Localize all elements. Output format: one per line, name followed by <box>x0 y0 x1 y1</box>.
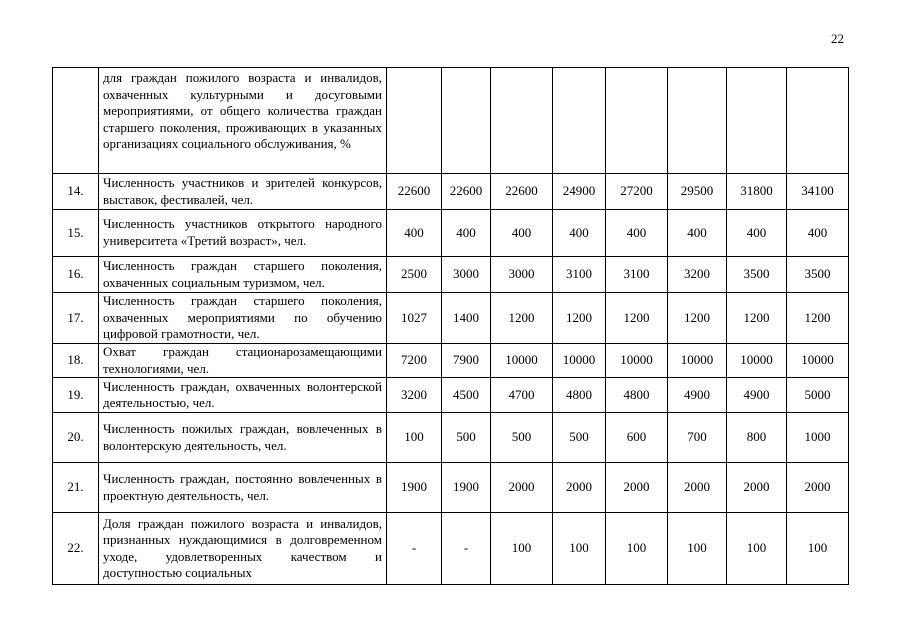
indicator-value <box>727 68 787 174</box>
indicator-value: 1900 <box>387 463 442 513</box>
indicator-value: 100 <box>387 413 442 463</box>
indicator-value: 3000 <box>442 257 491 293</box>
indicator-value: 34100 <box>787 174 849 210</box>
table-row <box>53 378 849 413</box>
indicator-value: 4900 <box>668 378 727 413</box>
indicator-value: 3100 <box>606 257 668 293</box>
indicator-value: 2000 <box>553 463 606 513</box>
indicator-value: 4900 <box>727 378 787 413</box>
indicator-value: 4800 <box>606 378 668 413</box>
indicator-value: 1900 <box>442 463 491 513</box>
indicator-value: 24900 <box>553 174 606 210</box>
indicator-value: 7200 <box>387 344 442 378</box>
table-row <box>53 513 849 585</box>
indicator-description: Численность граждан, постоянно вовлеченных в проектную деятельность, чел. <box>99 463 387 513</box>
indicator-value: 2000 <box>787 463 849 513</box>
indicator-value: 400 <box>491 210 553 257</box>
indicator-value <box>553 68 606 174</box>
indicator-value <box>787 68 849 174</box>
indicator-value: 1200 <box>668 293 727 344</box>
indicator-value: 10000 <box>787 344 849 378</box>
row-number: 14. <box>53 174 99 210</box>
indicator-value: 2000 <box>668 463 727 513</box>
indicator-value: 400 <box>606 210 668 257</box>
row-number: 16. <box>53 257 99 293</box>
indicator-description: Численность граждан, охваченных волонтерской деятельностью, чел. <box>99 378 387 413</box>
indicator-value: 10000 <box>553 344 606 378</box>
indicator-value: 800 <box>727 413 787 463</box>
row-number: 21. <box>53 463 99 513</box>
indicator-description: Численность участников открытого народного университета «Третий возраст», чел. <box>99 210 387 257</box>
indicator-value: 4700 <box>491 378 553 413</box>
indicator-value: 100 <box>553 513 606 585</box>
row-number: 18. <box>53 344 99 378</box>
indicator-value: 3200 <box>668 257 727 293</box>
indicator-description: Численность граждан старшего поколения, охваченных мероприятиями по обучению цифровой грамотности, чел. <box>99 293 387 344</box>
indicator-value: 1400 <box>442 293 491 344</box>
indicator-description: Доля граждан пожилого возраста и инвалидов, признанных нуждающимися в долговременном уходе, удовлетворенных качеством и доступностью социальных <box>99 513 387 585</box>
indicator-description: Численность участников и зрителей конкурсов, выставок, фестивалей, чел. <box>99 174 387 210</box>
indicator-value: - <box>442 513 491 585</box>
indicator-value: 1200 <box>491 293 553 344</box>
indicator-description: для граждан пожилого возраста и инвалидов, охваченных культурными и досуговыми мероприятиями, от общего количества граждан старшего поколения, проживающих в указанных организациях социального обслуживания, % <box>99 68 387 174</box>
indicator-value: 1200 <box>727 293 787 344</box>
indicator-value: 100 <box>787 513 849 585</box>
indicator-value: 29500 <box>668 174 727 210</box>
indicator-value: 1200 <box>606 293 668 344</box>
indicator-value: 5000 <box>787 378 849 413</box>
indicator-value: 2000 <box>491 463 553 513</box>
indicator-value <box>491 68 553 174</box>
indicator-value: 100 <box>668 513 727 585</box>
indicator-value: 10000 <box>727 344 787 378</box>
indicator-value: 1200 <box>553 293 606 344</box>
indicator-value: 4500 <box>442 378 491 413</box>
table-row <box>53 293 849 344</box>
row-number: 22. <box>53 513 99 585</box>
table-row <box>53 413 849 463</box>
table-row <box>53 463 849 513</box>
indicator-value <box>606 68 668 174</box>
indicator-value: 22600 <box>442 174 491 210</box>
indicator-value: 1200 <box>787 293 849 344</box>
indicators-table <box>52 67 849 585</box>
indicator-value <box>387 68 442 174</box>
indicator-value: 600 <box>606 413 668 463</box>
indicator-value: 10000 <box>491 344 553 378</box>
table-row <box>53 210 849 257</box>
indicator-value: 22600 <box>491 174 553 210</box>
indicator-value: 400 <box>553 210 606 257</box>
indicator-value: 22600 <box>387 174 442 210</box>
indicator-value: 500 <box>442 413 491 463</box>
indicator-value: 3100 <box>553 257 606 293</box>
indicator-description: Численность пожилых граждан, вовлеченных в волонтерскую деятельность, чел. <box>99 413 387 463</box>
indicator-value: 2000 <box>606 463 668 513</box>
indicator-value: 400 <box>668 210 727 257</box>
indicator-value: 1000 <box>787 413 849 463</box>
indicator-value: 400 <box>442 210 491 257</box>
indicator-value: 27200 <box>606 174 668 210</box>
page-number: 22 <box>831 31 844 46</box>
indicator-value: 10000 <box>668 344 727 378</box>
indicator-value: 400 <box>727 210 787 257</box>
table-row <box>53 174 849 210</box>
indicator-value: 2500 <box>387 257 442 293</box>
row-number: 20. <box>53 413 99 463</box>
indicator-value <box>668 68 727 174</box>
indicator-description: Охват граждан стационарозамещающими технологиями, чел. <box>99 344 387 378</box>
indicator-value: 2000 <box>727 463 787 513</box>
indicator-value: 3000 <box>491 257 553 293</box>
indicator-value: 100 <box>606 513 668 585</box>
table-row <box>53 257 849 293</box>
indicator-description: Численность граждан старшего поколения, охваченных социальным туризмом, чел. <box>99 257 387 293</box>
indicator-value: 100 <box>727 513 787 585</box>
indicator-value: 7900 <box>442 344 491 378</box>
indicator-value: 1027 <box>387 293 442 344</box>
indicator-value: 700 <box>668 413 727 463</box>
indicator-value <box>442 68 491 174</box>
indicator-value: 3200 <box>387 378 442 413</box>
row-number: 17. <box>53 293 99 344</box>
indicator-value: 400 <box>387 210 442 257</box>
row-number: 19. <box>53 378 99 413</box>
indicator-value: - <box>387 513 442 585</box>
indicator-value: 31800 <box>727 174 787 210</box>
row-number <box>53 68 99 174</box>
row-number: 15. <box>53 210 99 257</box>
indicator-value: 4800 <box>553 378 606 413</box>
indicator-value: 100 <box>491 513 553 585</box>
table-row <box>53 68 849 174</box>
table-row <box>53 344 849 378</box>
indicator-value: 500 <box>553 413 606 463</box>
indicator-value: 3500 <box>787 257 849 293</box>
indicator-value: 10000 <box>606 344 668 378</box>
indicator-value: 3500 <box>727 257 787 293</box>
indicator-value: 500 <box>491 413 553 463</box>
indicator-value: 400 <box>787 210 849 257</box>
